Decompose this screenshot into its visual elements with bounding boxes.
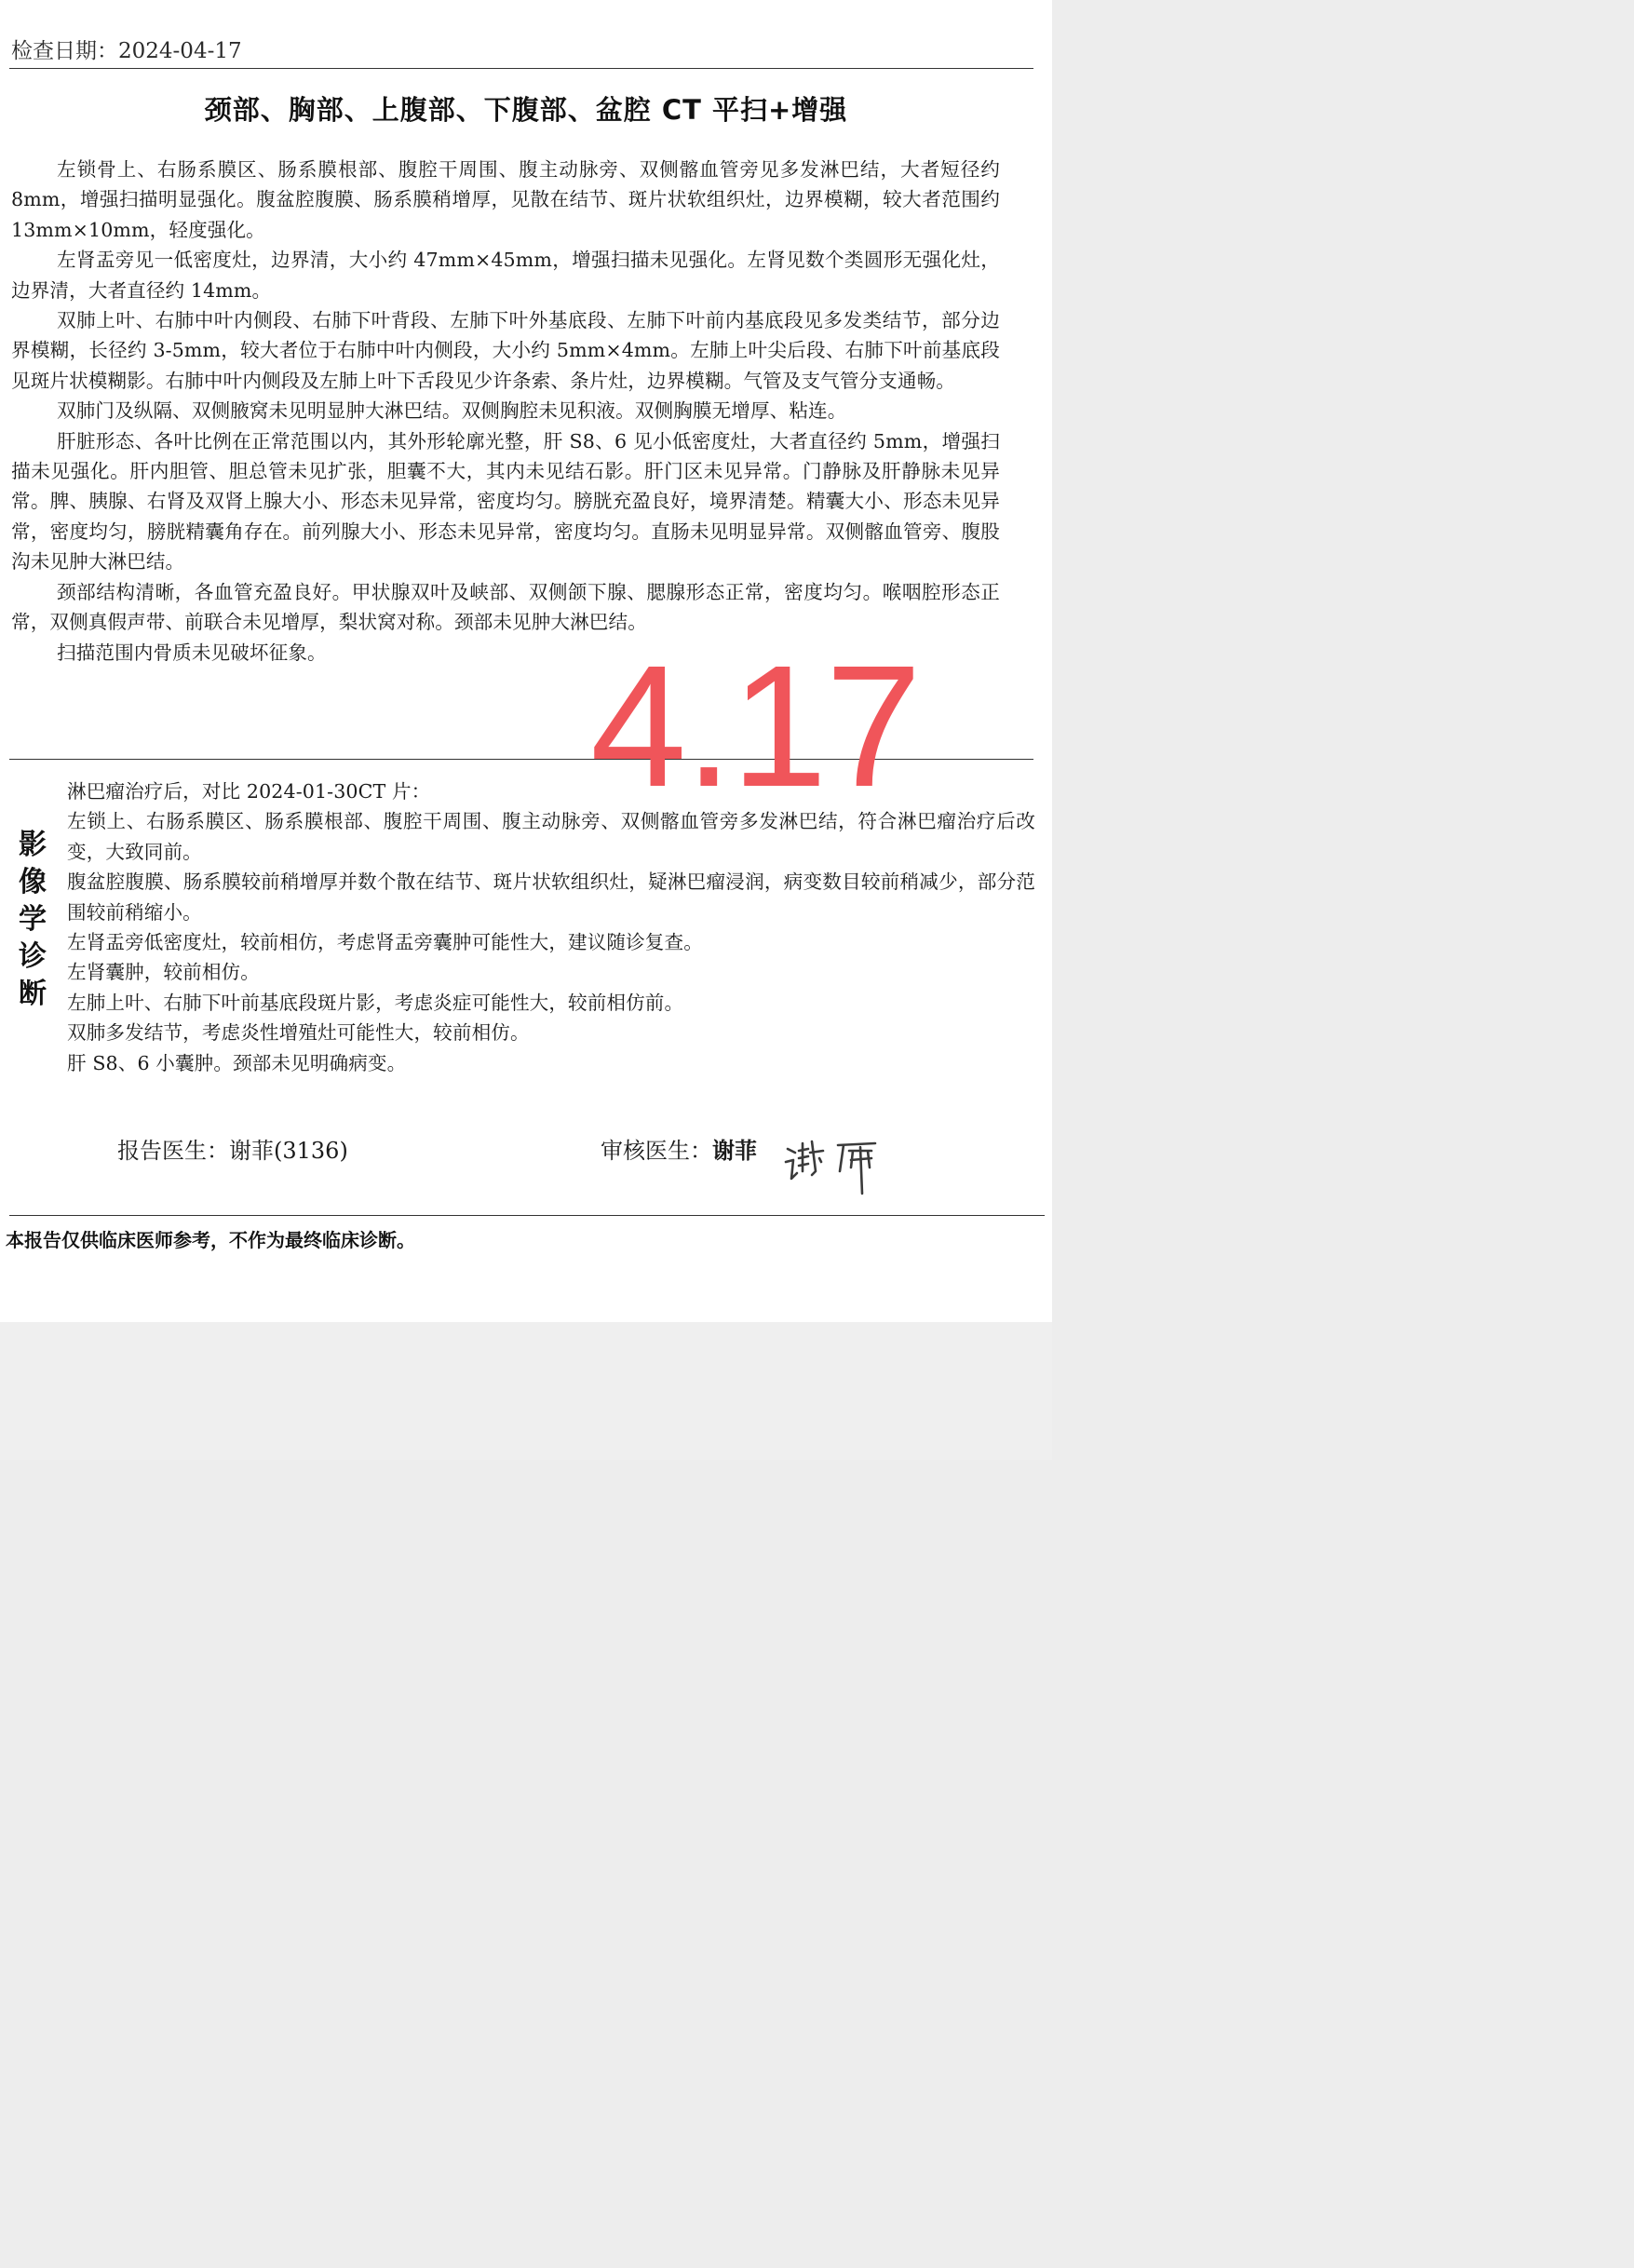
reviewing-doctor-name: 谢菲 (712, 1138, 757, 1164)
diagnosis-line: 肝 S8、6 小囊肿。颈部未见明确病变。 (67, 1051, 407, 1074)
diagnosis-heading-char: 诊 (19, 940, 47, 973)
diagnosis-heading-char: 影 (19, 829, 47, 861)
finding-paragraph: 双肺门及纵隔、双侧腋窝未见明显肿大淋巴结。双侧胸腔未见积液。双侧胸膜无增厚、粘连。 (57, 399, 847, 423)
handwritten-signature (782, 1130, 885, 1201)
finding-paragraph: 双肺上叶、右肺中叶内侧段、右肺下叶背段、左肺下叶外基底段、左肺下叶前内基底段见多发类结节，部分边界模糊，长径约 3-5mm，较大者位于右肺中叶内侧段，大小约 5mm×4mm。左肺上叶尖后段、右肺下叶前基底段见斑片状模糊影。右肺中叶内侧段及左肺上叶下舌段见少许条索、条片灶，边界模糊。气管及支气管分支通畅。 (11, 309, 1000, 392)
diagnosis-line: 左肾囊肿，较前相仿。 (67, 961, 260, 984)
reviewing-doctor (601, 1136, 757, 1166)
diagnosis-heading-char: 学 (19, 903, 47, 936)
diagnosis-line: 腹盆腔腹膜、肠系膜较前稍增厚并数个散在结节、斑片状软组织灶，疑淋巴瘤浸润，病变数目较前稍减少，部分范围较前稍缩小。 (67, 871, 1035, 924)
finding-paragraph: 左锁骨上、右肠系膜区、肠系膜根部、腹腔干周围、腹主动脉旁、双侧髂血管旁见多发淋巴结，大者短径约 8mm，增强扫描明显强化。腹盆腔腹膜、肠系膜稍增厚，见散在结节、斑片状软组织灶，边界模糊，较大者范围约 13mm×10mm，轻度强化。 (11, 158, 1000, 241)
diagnosis-line: 左锁上、右肠系膜区、肠系膜根部、腹腔干周围、腹主动脉旁、双侧髂血管旁多发淋巴结，符合淋巴瘤治疗后改变，大致同前。 (67, 810, 1035, 863)
reporting-doctor-name: 谢菲(3136) (229, 1138, 348, 1164)
finding-paragraph: 颈部结构清晰，各血管充盈良好。甲状腺双叶及峡部、双侧颌下腺、腮腺形态正常，密度均匀。喉咽腔形态正常，双侧真假声带、前联合未见增厚，梨状窝对称。颈部未见肿大淋巴结。 (11, 580, 1000, 634)
background-margin (0, 1322, 1052, 1460)
diagnosis-heading (15, 827, 50, 1013)
reporting-doctor (117, 1136, 348, 1166)
date-stamp-overlay: 4.17 (590, 630, 921, 823)
finding-paragraph: 扫描范围内骨质未见破坏征象。 (57, 641, 327, 664)
exam-date-label: 检查日期： (11, 39, 118, 63)
signature-divider (9, 1215, 1045, 1216)
finding-paragraph: 左肾盂旁见一低密度灶，边界清，大小约 47mm×45mm，增强扫描未见强化。左肾见数个类圆形无强化灶，边界清，大者直径约 14mm。 (11, 249, 1000, 302)
diagnosis-line: 双肺多发结节，考虑炎性增殖灶可能性大，较前相仿。 (67, 1021, 530, 1045)
diagnosis-line: 淋巴瘤治疗后，对比 2024-01-30CT 片： (67, 780, 431, 803)
report-title: 颈部、胸部、上腹部、下腹部、盆腔 CT 平扫+增强 (204, 94, 848, 126)
finding-paragraph: 肝脏形态、各叶比例在正常范围以内，其外形轮廓光整，肝 S8、6 见小低密度灶，大者直径约 5mm，增强扫描未见强化。肝内胆管、胆总管未见扩张，胆囊不大，其内未见结石影。肝门区未见异常。门静脉及肝静脉未见异常。脾、胰腺、右肾及双肾上腺大小、形态未见异常，密度均匀。膀胱充盈良好，境界清楚。精囊大小、形态未见异常，密度均匀，膀胱精囊角存在。前列腺大小、形态未见异常，密度均匀。直肠未见明显异常。双侧髂血管旁、腹股沟未见肿大淋巴结。 (11, 429, 1000, 574)
diagnosis-line: 左肺上叶、右肺下叶前基底段斑片影，考虑炎症可能性大，较前相仿前。 (67, 991, 684, 1014)
findings-section (11, 155, 1000, 668)
diagnosis-section (67, 776, 1035, 1078)
reviewing-doctor-label: 审核医生： (601, 1138, 712, 1164)
diagnosis-heading-char: 像 (19, 866, 47, 898)
header-divider (9, 68, 1033, 69)
diagnosis-line: 左肾盂旁低密度灶，较前相仿，考虑肾盂旁囊肿可能性大，建议随诊复查。 (67, 931, 703, 954)
reporting-doctor-label: 报告医生： (117, 1138, 229, 1164)
report-page (0, 0, 1052, 1322)
exam-date (11, 37, 242, 65)
diagnosis-heading-char: 断 (19, 978, 47, 1010)
disclaimer-text: 本报告仅供临床医师参考，不作为最终临床诊断。 (6, 1229, 415, 1251)
exam-date-value: 2024-04-17 (118, 39, 242, 63)
